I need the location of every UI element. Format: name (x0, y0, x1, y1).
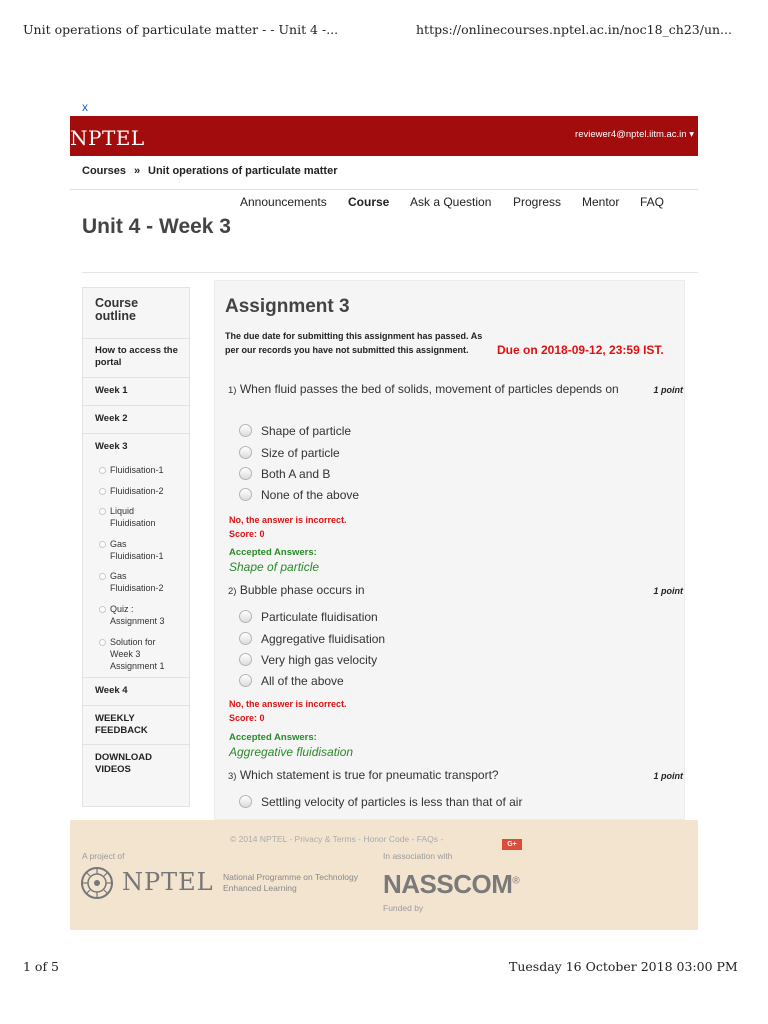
sidebar-divider (83, 433, 189, 434)
sidebar-divider (83, 744, 189, 745)
nptel-logo[interactable]: NPTEL (70, 126, 145, 150)
unit-status-icon (99, 606, 106, 613)
sidebar-item-week-1[interactable]: Week 1 (95, 385, 128, 396)
assignment-panel: Assignment 3 The due date for submitting this assignment has passed. As per our records you have not submitted this assignment. Due on 2018-09-12, 23:59 IST. 1 point 1) When fluid passes the bed of solids, movement of particles depends on Shape of particle Size of particle Both A and B None of the above No, the answer is incorrect. Score: 0 Accepted Answers: Shape of particle 1 point 2) Bubble phase occurs in Particulate fluidisation Aggregative fluidisation Very high gas velocity All of the above No, the answer is incorrect. Score: 0 Accepted Answers: Aggregative fluidisation 1 point 3) Which statement is true for pneumatic transport? Settling velocity of particles is less than that of air (214, 280, 685, 820)
user-email: reviewer4@nptel.iitm.ac.in (575, 129, 687, 140)
project-of-label: A project of (82, 851, 125, 861)
sidebar-divider (83, 338, 189, 339)
sidebar-item-week-2[interactable]: Week 2 (95, 413, 128, 424)
page-title: Unit 4 - Week 3 (82, 215, 231, 238)
accepted-answers-label: Accepted Answers: (229, 547, 317, 558)
radio-button[interactable] (239, 632, 252, 645)
score: Score: 0 (229, 713, 265, 723)
unit-status-icon (99, 541, 106, 548)
breadcrumb-courses[interactable]: Courses (82, 165, 127, 177)
top-bar (70, 116, 698, 156)
divider (82, 272, 698, 273)
radio-button[interactable] (239, 488, 252, 501)
question-points: 1 point (653, 586, 683, 596)
unit-status-icon (99, 508, 106, 515)
print-datetime: Tuesday 16 October 2018 03:00 PM (509, 959, 738, 974)
breadcrumb-separator: » (134, 165, 141, 177)
radio-button[interactable] (239, 424, 252, 437)
sidebar-divider (83, 377, 189, 378)
question-text: 1) When fluid passes the bed of solids, movement of particles depends on (228, 382, 619, 396)
tab-course[interactable]: Course (348, 195, 390, 209)
sidebar-divider (83, 677, 189, 678)
tab-announcements[interactable]: Announcements (240, 195, 327, 209)
tab-faq[interactable]: FAQ (640, 195, 665, 209)
site-footer (70, 820, 698, 930)
footer-links[interactable]: © 2014 NPTEL - Privacy & Terms - Honor Code - FAQs - (230, 834, 444, 844)
question-text: 2) Bubble phase occurs in (228, 583, 365, 597)
sidebar-item-how-to-access[interactable]: How to access the portal (95, 345, 178, 368)
radio-button[interactable] (239, 610, 252, 623)
print-page-url: https://onlinecourses.nptel.ac.in/noc18_ch23/un... (416, 22, 732, 37)
accepted-answer: Aggregative fluidisation (229, 745, 354, 759)
google-plus-icon[interactable]: G+ (502, 839, 522, 850)
due-note: The due date for submitting this assignment has passed. As per our records you have not submitted this assignment. (225, 331, 483, 355)
assignment-title: Assignment 3 (225, 296, 350, 317)
footer-nptel-logo: NPTEL (122, 868, 214, 896)
radio-button[interactable] (239, 795, 252, 808)
unit-status-icon (99, 467, 106, 474)
score: Score: 0 (229, 529, 265, 539)
sidebar-item-week-4[interactable]: Week 4 (95, 685, 128, 696)
tab-ask-a-question[interactable]: Ask a Question (410, 195, 492, 209)
sidebar-item-week-3[interactable]: Week 3 (95, 441, 128, 452)
user-menu[interactable] (575, 129, 694, 140)
question-text: 3) Which statement is true for pneumatic transport? (228, 768, 499, 782)
breadcrumb-course[interactable]: Unit operations of particulate matter (148, 165, 338, 177)
feedback-incorrect: No, the answer is incorrect. (229, 515, 347, 525)
chevron-down-icon: ▾ (689, 129, 694, 140)
course-outline-sidebar: Course outline How to access the portal Week 1 Week 2 Week 3 Fluidisation-1 Fluidisation-2 Liquid Fluidisation Gas Fluidisation-1 Gas Fluidisation-2 Quiz : Assignment 3 Solution for Week 3 Assignment 1 Week 4 WEEKLY FEEDBACK DOWNLOAD VIDEOS (82, 287, 190, 807)
close-link[interactable]: x (82, 100, 88, 114)
unit-status-icon (99, 573, 106, 580)
breadcrumb (70, 156, 698, 190)
question-points: 1 point (653, 385, 683, 395)
question-points: 1 point (653, 771, 683, 781)
sidebar-item-download-videos[interactable]: DOWNLOAD VIDEOS (95, 752, 152, 775)
association-label: In association with (383, 851, 453, 861)
feedback-incorrect: No, the answer is incorrect. (229, 699, 347, 709)
nptel-tagline: National Programme on Technology Enhanced Learning (223, 872, 358, 893)
print-page-title: Unit operations of particulate matter - - Unit 4 -... (23, 22, 339, 37)
nasscom-logo: NASSCOM® (383, 869, 520, 899)
radio-button[interactable] (239, 446, 252, 459)
question-1 (218, 382, 683, 398)
sidebar-divider (83, 705, 189, 706)
tab-mentor[interactable]: Mentor (582, 195, 620, 209)
unit-status-icon (99, 488, 106, 495)
nptel-emblem-icon (80, 866, 114, 900)
sidebar-item-weekly-feedback[interactable]: WEEKLY FEEDBACK (95, 713, 148, 736)
sidebar-divider (83, 405, 189, 406)
accepted-answers-label: Accepted Answers: (229, 732, 317, 743)
tab-progress[interactable]: Progress (513, 195, 562, 209)
radio-button[interactable] (239, 674, 252, 687)
print-page-number: 1 of 5 (23, 959, 60, 974)
funded-by-label: Funded by (383, 903, 424, 913)
sidebar-heading: Course outline (95, 296, 139, 323)
radio-button[interactable] (239, 653, 252, 666)
print-header (0, 0, 768, 60)
due-date: Due on 2018-09-12, 23:59 IST. (497, 343, 664, 357)
accepted-answer: Shape of particle (229, 560, 320, 574)
radio-button[interactable] (239, 467, 252, 480)
question-3 (218, 768, 683, 784)
unit-status-icon (99, 639, 106, 646)
question-2 (218, 583, 683, 599)
